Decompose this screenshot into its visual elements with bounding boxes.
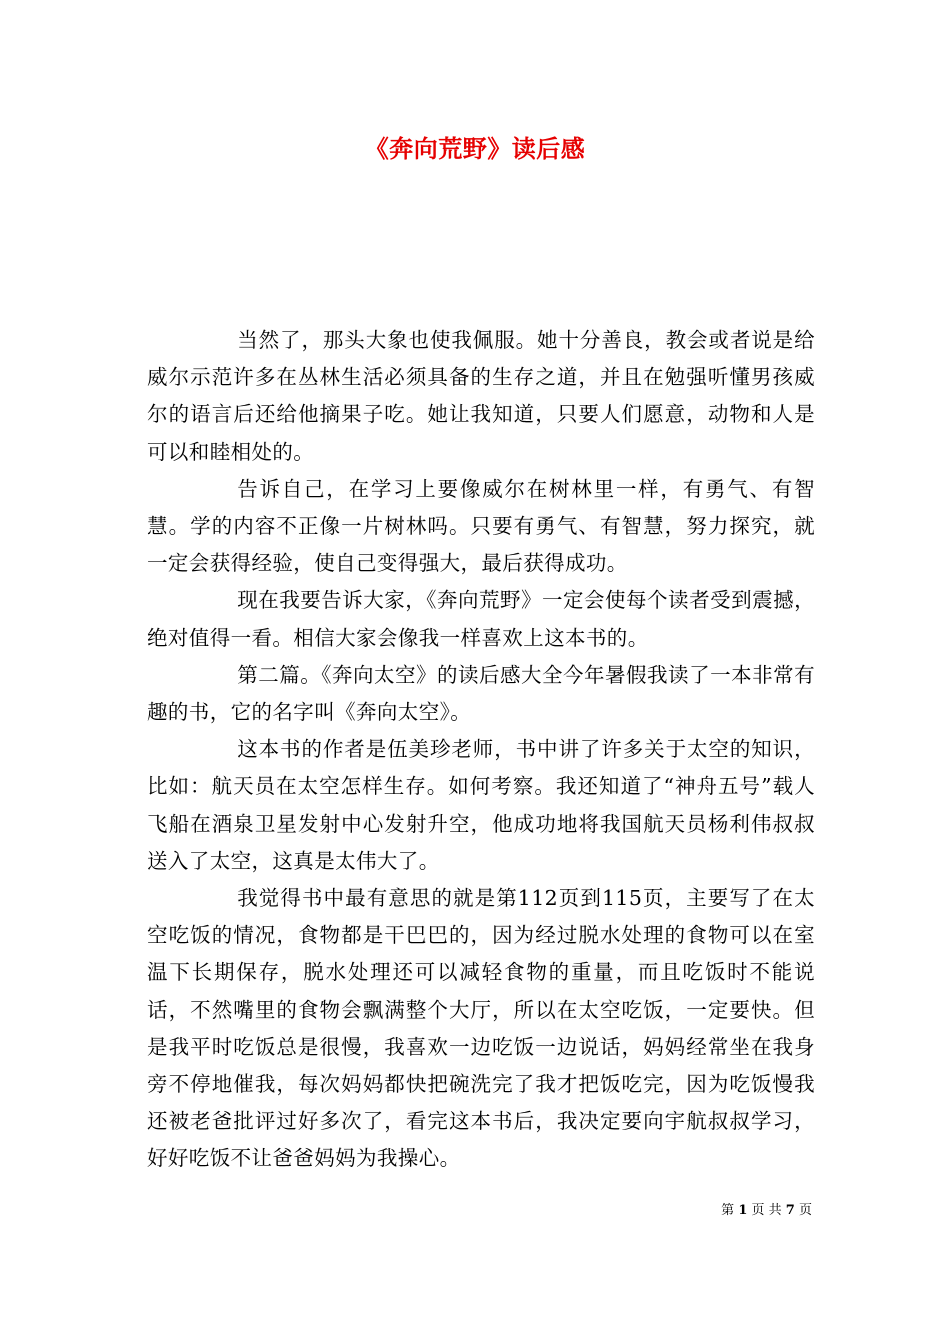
paragraph-1: 当然了，那头大象也使我佩服。她十分善良，教会或者说是给威尔示范许多在丛林生活必须具备的生存之道，并且在勉强听懂男孩威尔的语言后还给他摘果子吃。她让我知道，只要人们愿意，动物和人是可以和睦相处的。 — [147, 328, 815, 464]
current-page-number: 1 — [738, 1203, 748, 1218]
footer-prefix: 第 — [721, 1203, 735, 1218]
paragraph-3: 现在我要告诉大家，《奔向荒野》一定会使每个读者受到震撼，绝对值得一看。相信大家会像我一样喜欢上这本书的。 — [147, 588, 815, 650]
paragraph-5: 这本书的作者是伍美珍老师，书中讲了许多关于太空的知识，比如：航天员在太空怎样生存。如何考察。我还知道了“神舟五号”载人飞船在酒泉卫星发射中心发射升空，他成功地将我国航天员杨利伟叔叔送入了太空，这真是太伟大了。 — [147, 737, 815, 873]
page-number-footer — [600, 1202, 812, 1220]
document-body — [147, 322, 815, 1178]
footer-suffix: 页 — [798, 1203, 812, 1218]
total-page-number: 7 — [785, 1203, 795, 1218]
paragraph-2: 告诉自己，在学习上要像威尔在树林里一样，有勇气、有智慧。学的内容不正像一片树林吗。只要有勇气、有智慧，努力探究，就一定会获得经验，使自己变得强大，最后获得成功。 — [147, 476, 815, 576]
paragraph-4: 第二篇。《奔向太空》的读后感大全今年暑假我读了一本非常有趣的书，它的名字叫《奔向太空》。 — [147, 662, 815, 725]
paragraph-6: 我觉得书中最有意思的就是第112页到115页，主要写了在太空吃饭的情况，食物都是干巴巴的，因为经过脱水处理的食物可以在室温下长期保存，脱水处理还可以减轻食物的重量，而且吃饭时不能说话，不然嘴里的食物会飘满整个大厅，所以在太空吃饭，一定要快。但是我平时吃饭总是很慢，我喜欢一边吃饭一边说话，妈妈经常坐在我身旁不停地催我，每次妈妈都快把碗洗完了我才把饭吃完，因为吃饭慢我还被老爸批评过好多次了，看完这本书后，我决定要向宇航叔叔学习，好好吃饭不让爸爸妈妈为我操心。 — [147, 886, 815, 1171]
document-title: 《奔向荒野》读后感 — [364, 134, 586, 163]
footer-middle: 页 共 — [751, 1203, 782, 1218]
